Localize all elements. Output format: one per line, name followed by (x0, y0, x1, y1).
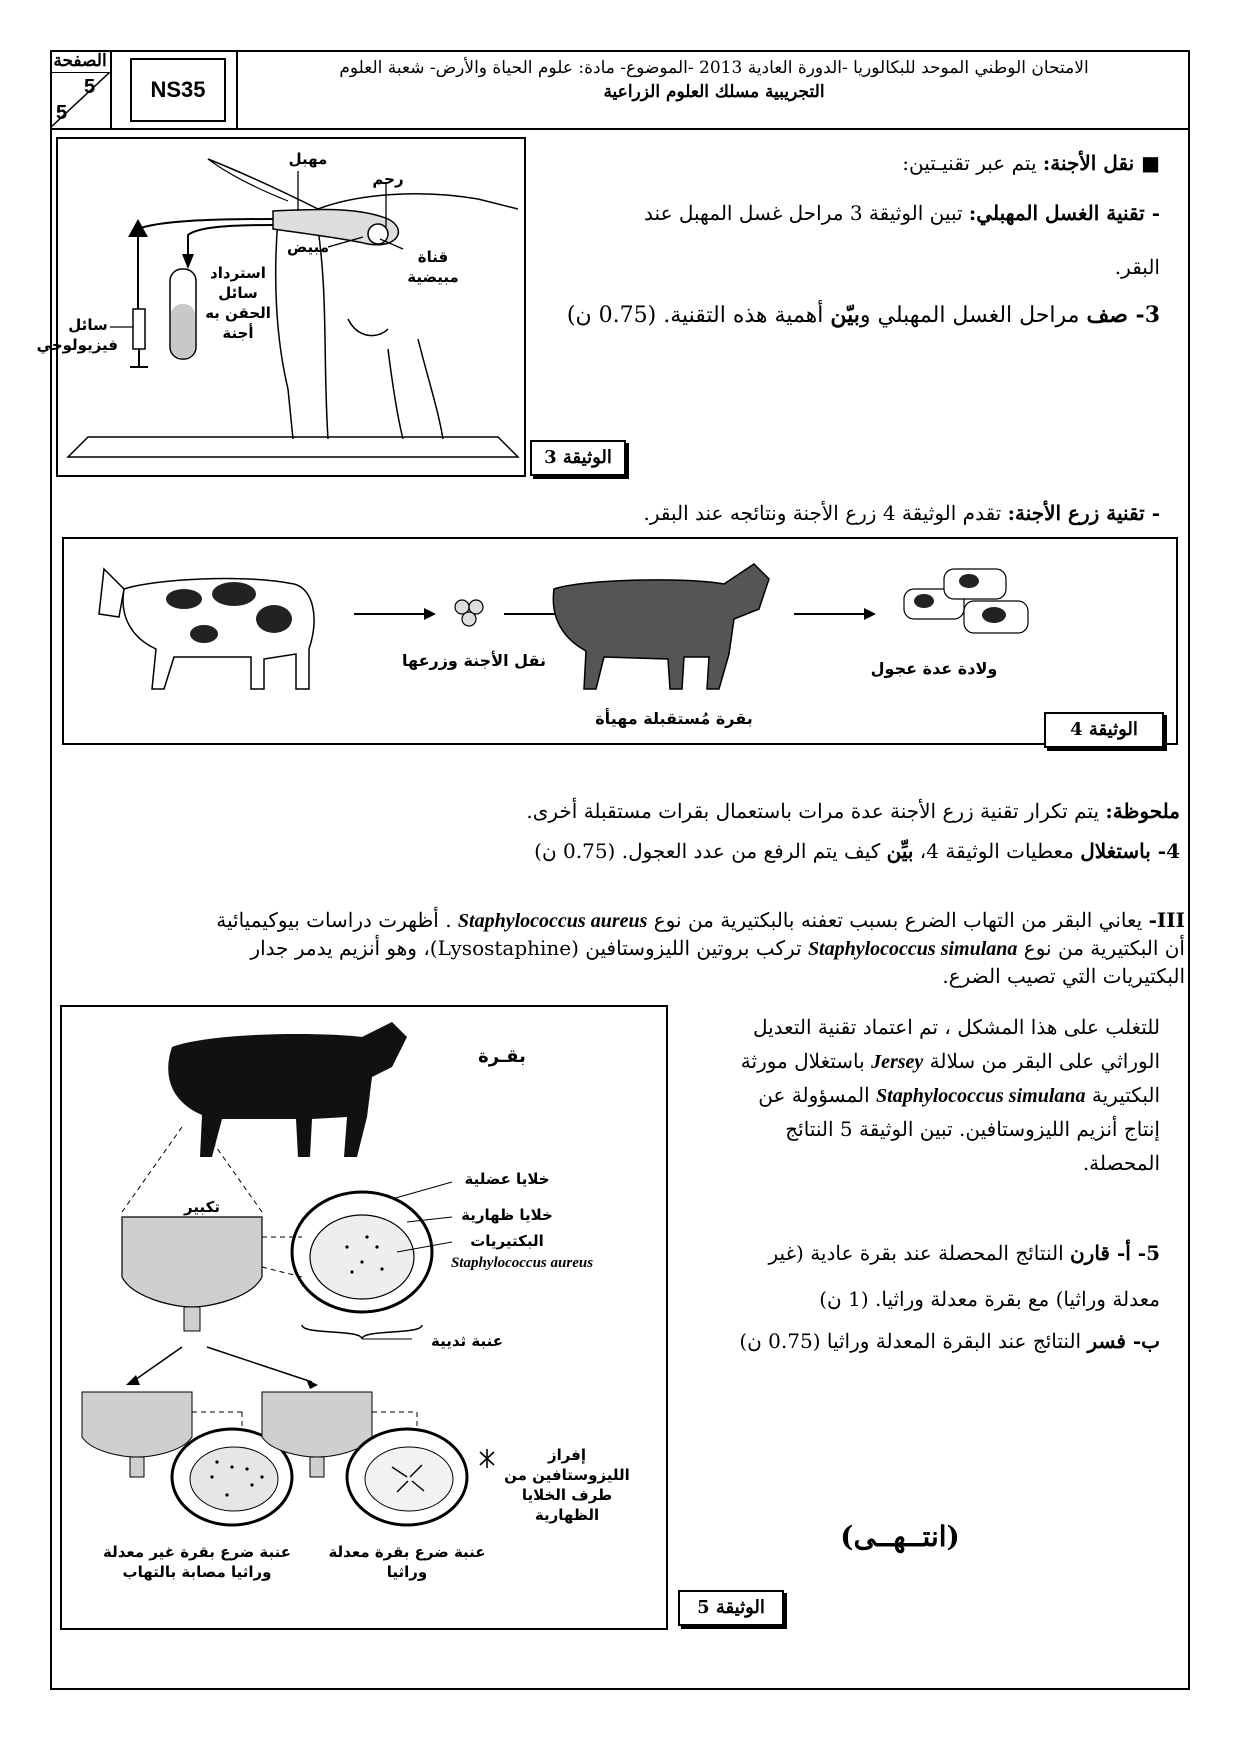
label-oviduct: قناة مبيضية (407, 248, 459, 286)
label-muscle-cells: خلايا عضلية (464, 1170, 550, 1188)
q3-number: 3- صف (1086, 302, 1160, 328)
label-gm-alveolus: عنبة ضرع بقرة معدلة وراثيا (328, 1543, 486, 1581)
label-transfer: نقل الأجنة وزرعها (402, 651, 546, 670)
tech1-text: تبين الوثيقة 3 مراحل غسل المهبل عند (644, 201, 969, 225)
page-total: 5 (56, 102, 68, 124)
document-4-figure (62, 537, 1178, 745)
q5a-number: 5- أ- قارن (1069, 1241, 1160, 1265)
part3-para2a: الوراثي على البقر من سلالة (923, 1049, 1160, 1073)
label-fluid: سائل فيزيولوجي (36, 316, 118, 354)
part3-line2b: تركب بروتين الليزوستافين (Lysostaphine)، وهو أنزيم يدمر جدار (250, 936, 808, 960)
q4-text: معطيات الوثيقة 4، (913, 839, 1081, 863)
transfer-heading-rest: يتم عبر تقنيـتين: (902, 151, 1043, 175)
culture-line (300, 496, 1160, 530)
q3-verb: بيّن (830, 302, 860, 328)
tech1-title: - تقنية الغسل المهبلي: (968, 201, 1160, 225)
label-bacteria-species: Staphylococcus aureus (450, 1255, 594, 1271)
part3-para3a: البكتيرية (1085, 1083, 1160, 1107)
label-zoom: تكبير (184, 1198, 220, 1216)
label-nongm-alveolus: عنبة ضرع بقرة غير معدلة وراثيا مصابة بالتهاب (102, 1543, 291, 1581)
culture-title: - تقنية زرع الأجنة: (1007, 501, 1160, 525)
question-3 (540, 298, 1160, 333)
question-5a-line2: معدلة وراثيا) مع بقرة معدلة وراثيا. (1 ن) (819, 1287, 1160, 1311)
question-5b (680, 1324, 1160, 1358)
exam-header (50, 50, 1190, 130)
uterine-flushing-diagram (36, 139, 524, 475)
exam-title (236, 50, 1190, 128)
part3-number: III- (1148, 908, 1185, 932)
label-bacteria: البكتيريات (470, 1232, 544, 1250)
part3-line1b: . أظهرت دراسات بيوكيميائية (216, 908, 458, 932)
label-ovary: مبيض (287, 238, 329, 256)
document-3-figure (36, 137, 526, 477)
jersey-breed: Jersey (871, 1051, 924, 1073)
label-births: ولادة عدة عجول (870, 659, 998, 678)
question-4 (300, 834, 1180, 868)
bacteria-name-1: Staphylococcus aureus (457, 910, 648, 932)
q3-text: مراحل الغسل المهبلي و (859, 303, 1087, 328)
label-epithelial-cells: خلايا ظهارية (461, 1206, 553, 1224)
label-cow: بقـرة (478, 1046, 526, 1067)
q4-number: 4- باستغلال (1080, 839, 1180, 863)
part3-para2b: باستغلال مورثة (740, 1049, 872, 1073)
bacteria-name-3: Staphylococcus simulana (876, 1085, 1086, 1107)
part3-line2 (55, 934, 1185, 963)
question-5a (680, 1236, 1160, 1270)
note (300, 794, 1180, 828)
tech1-line2: البقر. (1114, 255, 1160, 279)
note-text: يتم تكرار تقنية زرع الأجنة عدة مرات باستعمال بقرات مستقبلة أخرى. (526, 799, 1106, 823)
document-5-label: الوثيقة 5 (678, 1590, 784, 1626)
page-label: الصفحة (50, 50, 110, 73)
label-vagina: مهبل (288, 150, 328, 168)
label-uterus: رحم (372, 170, 404, 188)
note-title: ملحوظة: (1105, 799, 1180, 823)
document-5-figure (60, 1005, 668, 1630)
label-recipient: بقرة مُستقبلة مهيأة (595, 709, 753, 728)
mammary-alveolus-diagram (62, 1007, 666, 1628)
label-secretion: إفراز الليزوستافين من طرف الخلايا الظهارية (504, 1446, 630, 1524)
label-recovery: استرداد سائل الحقن به أجنة (205, 264, 271, 342)
tech1-line (560, 196, 1160, 230)
exam-title-line1: الامتحان الوطني الموحد للبكالوريا -الدورة العادية 2013 -الموضوع- مادة: علوم الحياة والأرض- شعبة العلوم (339, 58, 1089, 78)
part3-line1a: يعاني البقر من التهاب الضرع بسبب تعفنه بالبكتيرية من نوع (647, 908, 1149, 932)
document-3-label: الوثيقة 3 (530, 440, 626, 476)
part3-para5: المحصلة. (1082, 1151, 1160, 1175)
part3-para3b: المسؤولة عن (758, 1083, 877, 1107)
part3-line2a: أن البكتيرية من نوع (1017, 936, 1185, 960)
q3-rest: أهمية هذه التقنية. (0.75 ن) (566, 303, 831, 328)
exam-code: NS35 (130, 58, 226, 122)
part3-line1 (55, 906, 1185, 935)
part3-line3: البكتيريات التي تصيب الضرع. (942, 964, 1185, 988)
transfer-heading-title: ■ نقل الأجنة: (1042, 151, 1160, 175)
bacteria-name-2: Staphylococcus simulana (807, 938, 1018, 960)
q5a-text: النتائج المحصلة عند بقرة عادية (غير (768, 1241, 1070, 1265)
page-number: 5 (84, 76, 96, 98)
label-alveolus: عنبة ثديية (431, 1332, 503, 1350)
part3-para1: للتغلب على هذا المشكل ، تم اعتماد تقنية التعديل (752, 1015, 1160, 1039)
q4-rest: كيف يتم الرفع من عدد العجول. (0.75 ن) (534, 839, 887, 863)
end-marker: (انتــهــى) (840, 1520, 960, 1553)
part3-para3 (680, 1078, 1160, 1113)
document-4-label: الوثيقة 4 (1044, 712, 1164, 748)
exam-title-line2: التجريبية مسلك العلوم الزراعية (603, 82, 825, 102)
q5b-text: النتائج عند البقرة المعدلة وراثيا (0.75 ن) (739, 1329, 1088, 1353)
part3-para2 (680, 1044, 1160, 1079)
q5b-number: ب- فسر (1087, 1329, 1160, 1353)
q4-verb: بيِّن (886, 839, 914, 863)
part3-para4: إنتاج أنزيم الليزوستافين. تبين الوثيقة 5 النتائج (785, 1117, 1160, 1141)
culture-text: تقدم الوثيقة 4 زرع الأجنة ونتائجه عند البقر. (643, 501, 1008, 525)
transfer-heading (560, 146, 1160, 180)
page-number-box (50, 50, 112, 128)
